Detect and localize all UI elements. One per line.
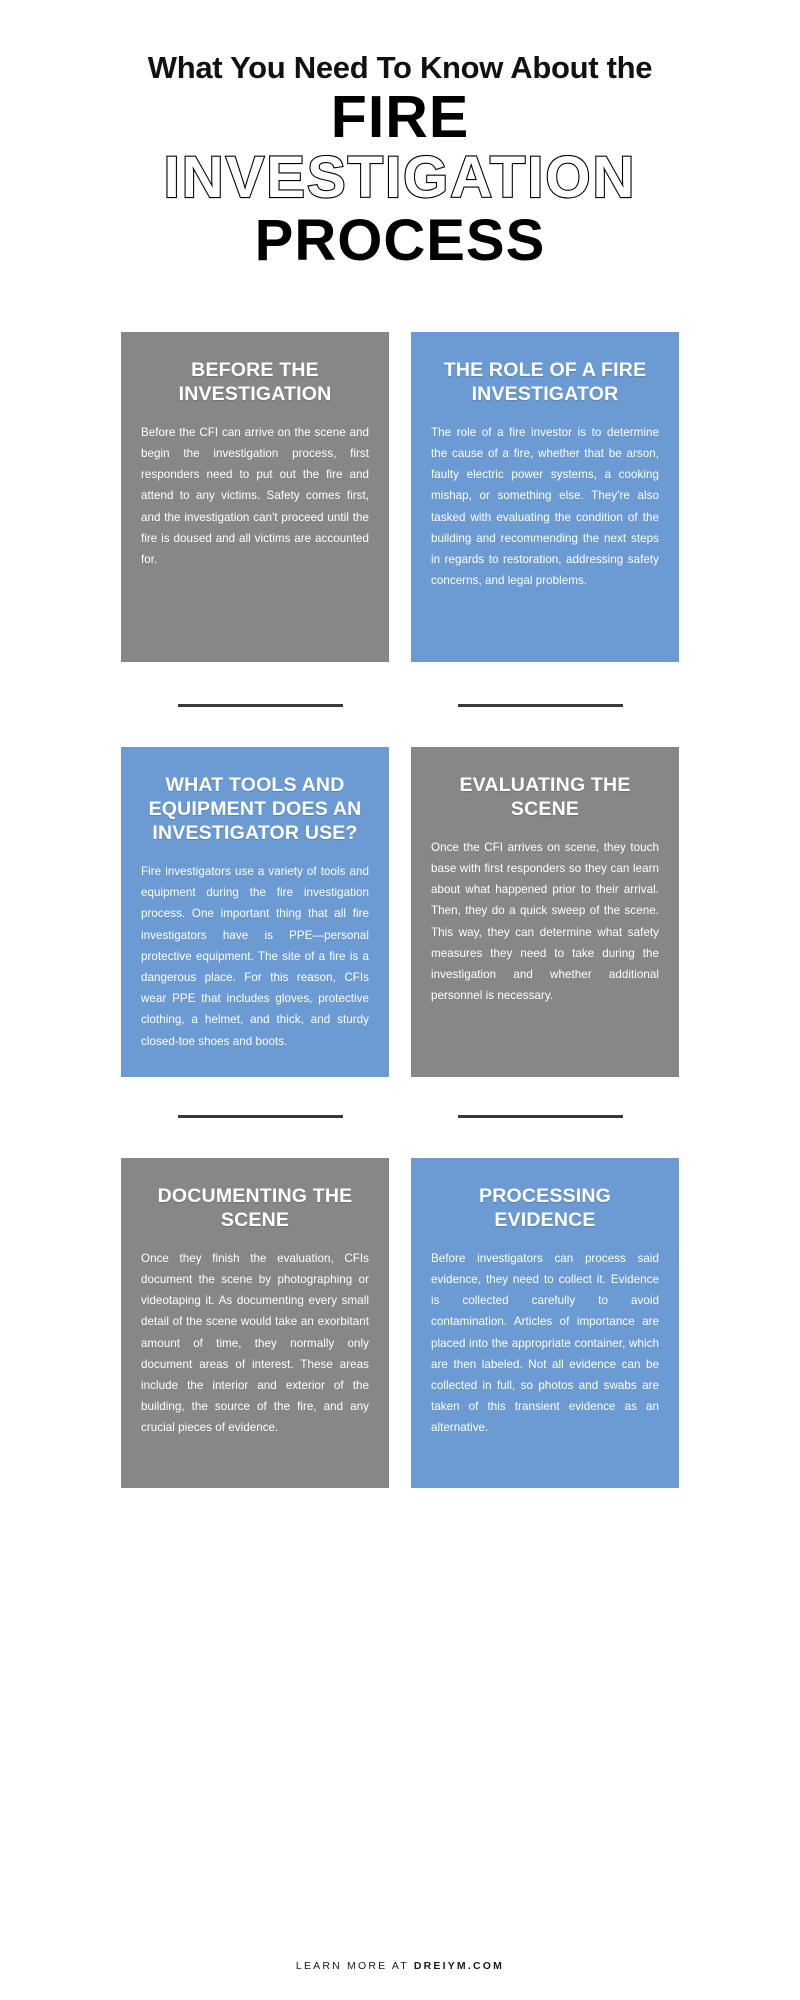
card-body: Fire investigators use a variety of tools and equipment during the fire investigation process. One important thing that all fire investigators have is PPE—personal protective equipment. The site of a fire is a dangerous place. For this reason, CFIs wear PPE that includes gloves, protective clothing, a helmet, and thick, and sturdy closed-toe shoes and boots. (141, 865, 369, 1048)
card-body: Before investigators can process said evidence, they need to collect it. Evidence is collected carefully to avoid contamination. Articles of importance are placed into the appropriate container, which are then labeled. Not all evidence can be collected in full, so photos and swabs are taken of this transient evidence as an alternative. (431, 1251, 659, 1435)
card-evaluating-the-scene (411, 747, 679, 1077)
title-word-fire: FIRE (330, 83, 470, 150)
card-processing-evidence (411, 1158, 679, 1488)
card-body: Once the CFI arrives on scene, they touch base with first responders so they can learn about what happened prior to their arrival. Then, they do a quick sweep of the scene. This way, they can determine what safety measures they need to take during the investigation and whether additional personnel is necessary. (431, 840, 659, 1003)
divider-right (458, 1115, 623, 1118)
card-body: Once they finish the evaluation, CFIs document the scene by photographing or videotaping it. As documenting every small detail of the scene would take an exorbitant amount of time, they normally only document areas of interest. These areas include the interior and exterior of the building, the source of the fire, and any crucial pieces of evidence. (141, 1251, 369, 1435)
card-heading: PROCESSING EVIDENCE (478, 1184, 612, 1231)
card-what-tools-and-equipment (121, 747, 389, 1077)
card-row-1 (0, 332, 800, 662)
card-documenting-the-scene (121, 1158, 389, 1488)
card-heading: WHAT TOOLS AND EQUIPMENT DOES AN INVESTIGATOR USE? (148, 773, 362, 844)
card-row-2 (0, 747, 800, 1077)
divider-right (458, 704, 623, 707)
divider-row-1 (0, 704, 800, 707)
card-heading: THE ROLE OF A FIRE INVESTIGATOR (443, 358, 647, 405)
page-header (0, 0, 800, 273)
card-body: The role of a fire investor is to determine the cause of a fire, whether that be arson, faulty electric power systems, a cooking mishap, or something else. They're also tasked with evaluating the condition of the building and recommending the next steps in regards to restoration, addressing safety concerns, and legal problems. (431, 425, 659, 588)
title-word-investigation: INVESTIGATION (163, 145, 637, 211)
divider-left (178, 704, 343, 707)
title-subline: What You Need To Know About the (147, 50, 653, 85)
card-heading: EVALUATING THE SCENE (459, 773, 631, 820)
card-row-3 (0, 1158, 800, 1488)
divider-left (178, 1115, 343, 1118)
card-heading: DOCUMENTING THE SCENE (157, 1184, 353, 1231)
card-before-the-investigation (121, 332, 389, 662)
card-body: Before the CFI can arrive on the scene and begin the investigation process, first responders need to put out the fire and attend to any victims. Safety comes first, and the investigation can't proceed until the fire is doused and all victims are accounted for. (141, 425, 369, 567)
footer-prefix: LEARN MORE AT (295, 1960, 414, 1972)
page-footer (0, 1960, 800, 1972)
card-heading: BEFORE THE INVESTIGATION (178, 358, 332, 405)
footer-brand: DREIYM.COM (413, 1960, 505, 1972)
title-word-process: PROCESS (254, 207, 546, 273)
card-the-role-of-a-fire-investigator (411, 332, 679, 662)
divider-row-2 (0, 1115, 800, 1118)
footer-learn-more (0, 1960, 800, 1972)
